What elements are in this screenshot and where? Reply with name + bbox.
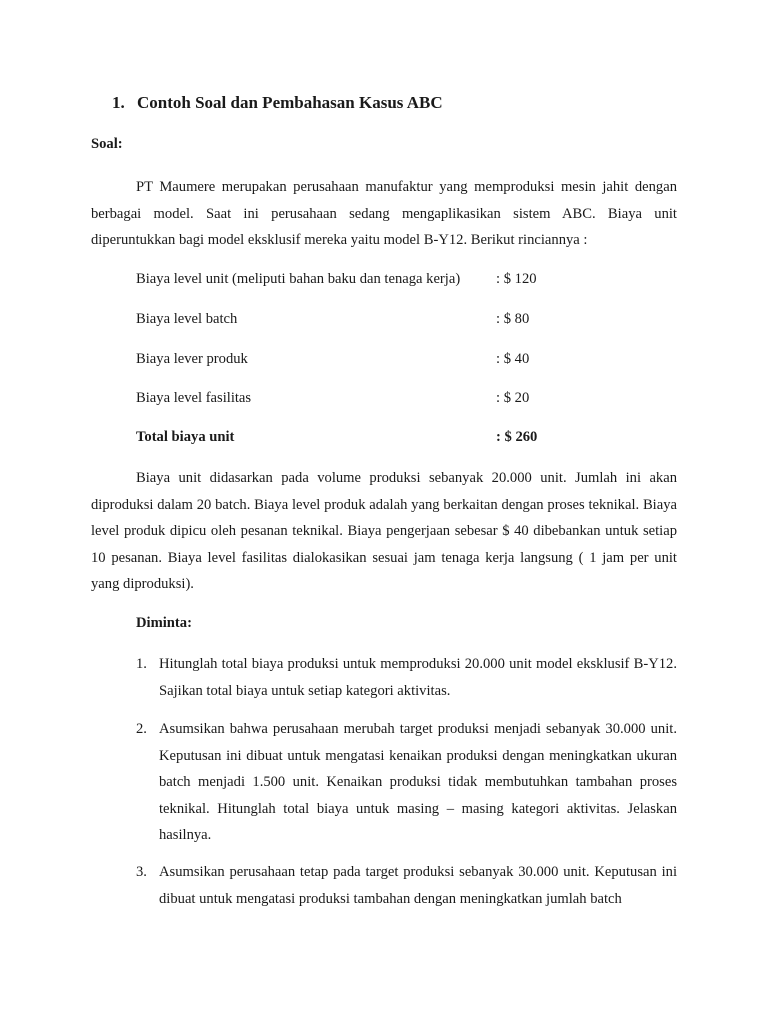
requirement-text: Asumsikan perusahaan tetap pada target produksi sebanyak 30.000 unit. Keputusan ini dibuat untuk mengatasi produksi tambahan dengan meningkatkan jumlah batch [159, 864, 677, 907]
requirement-number: 3. [136, 864, 147, 880]
cost-label: Biaya level unit (meliputi bahan baku dan tenaga kerja) [136, 271, 461, 287]
requirement-number: 2. [136, 721, 147, 737]
heading-number: 1. [112, 93, 125, 112]
cost-value: : $ 20 [496, 390, 530, 406]
requirement-number: 1. [136, 656, 147, 672]
cost-value: : $ 120 [496, 271, 537, 287]
cost-value: : $ 80 [496, 311, 530, 327]
cost-label: Biaya lever produk [136, 351, 248, 367]
heading-title: Contoh Soal dan Pembahasan Kasus ABC [137, 93, 443, 112]
section-heading [112, 93, 443, 113]
requirement-text: Hitunglah total biaya produksi untuk memproduksi 20.000 unit model eksklusif B-Y12. Sajikan total biaya untuk setiap kategori aktivitas. [159, 656, 677, 699]
detail-paragraph: Biaya unit didasarkan pada volume produksi sebanyak 20.000 unit. Jumlah ini akan diproduksi dalam 20 batch. Biaya level produk adalah yang berkaitan dengan proses teknikal. Biaya level produk dipicu oleh pesanan teknikal. Biaya pengerjaan sebesar $ 40 dibebankan untuk setiap 10 pesanan. Biaya level fasilitas dialokasikan sesuai jam tenaga kerja langsung ( 1 jam per unit yang diproduksi). [91, 470, 677, 592]
soal-label: Soal: [91, 136, 123, 152]
total-label: Total biaya unit [136, 429, 235, 445]
cost-label: Biaya level batch [136, 311, 238, 327]
requirement-text: Asumsikan bahwa perusahaan merubah target produksi menjadi sebanyak 30.000 unit. Keputusan ini dibuat untuk mengatasi kenaikan produksi dengan meningkatkan ukuran batch menjadi 1.500 unit. Kenaikan produksi tidak membutuhkan tambahan proses teknikal. Hitunglah total biaya untuk masing – masing kategori aktivitas. Jelaskan hasilnya. [159, 721, 677, 843]
cost-label: Biaya level fasilitas [136, 390, 252, 406]
total-value: : $ 260 [496, 429, 538, 445]
cost-value: : $ 40 [496, 351, 530, 367]
intro-paragraph: PT Maumere merupakan perusahaan manufaktur yang memproduksi mesin jahit dengan berbagai model. Saat ini perusahaan sedang mengaplikasikan sistem ABC. Biaya unit diperuntukkan bagi model eksklusif mereka yaitu model B-Y12. Berikut rinciannya : [91, 179, 677, 248]
diminta-label: Diminta: [136, 615, 192, 631]
